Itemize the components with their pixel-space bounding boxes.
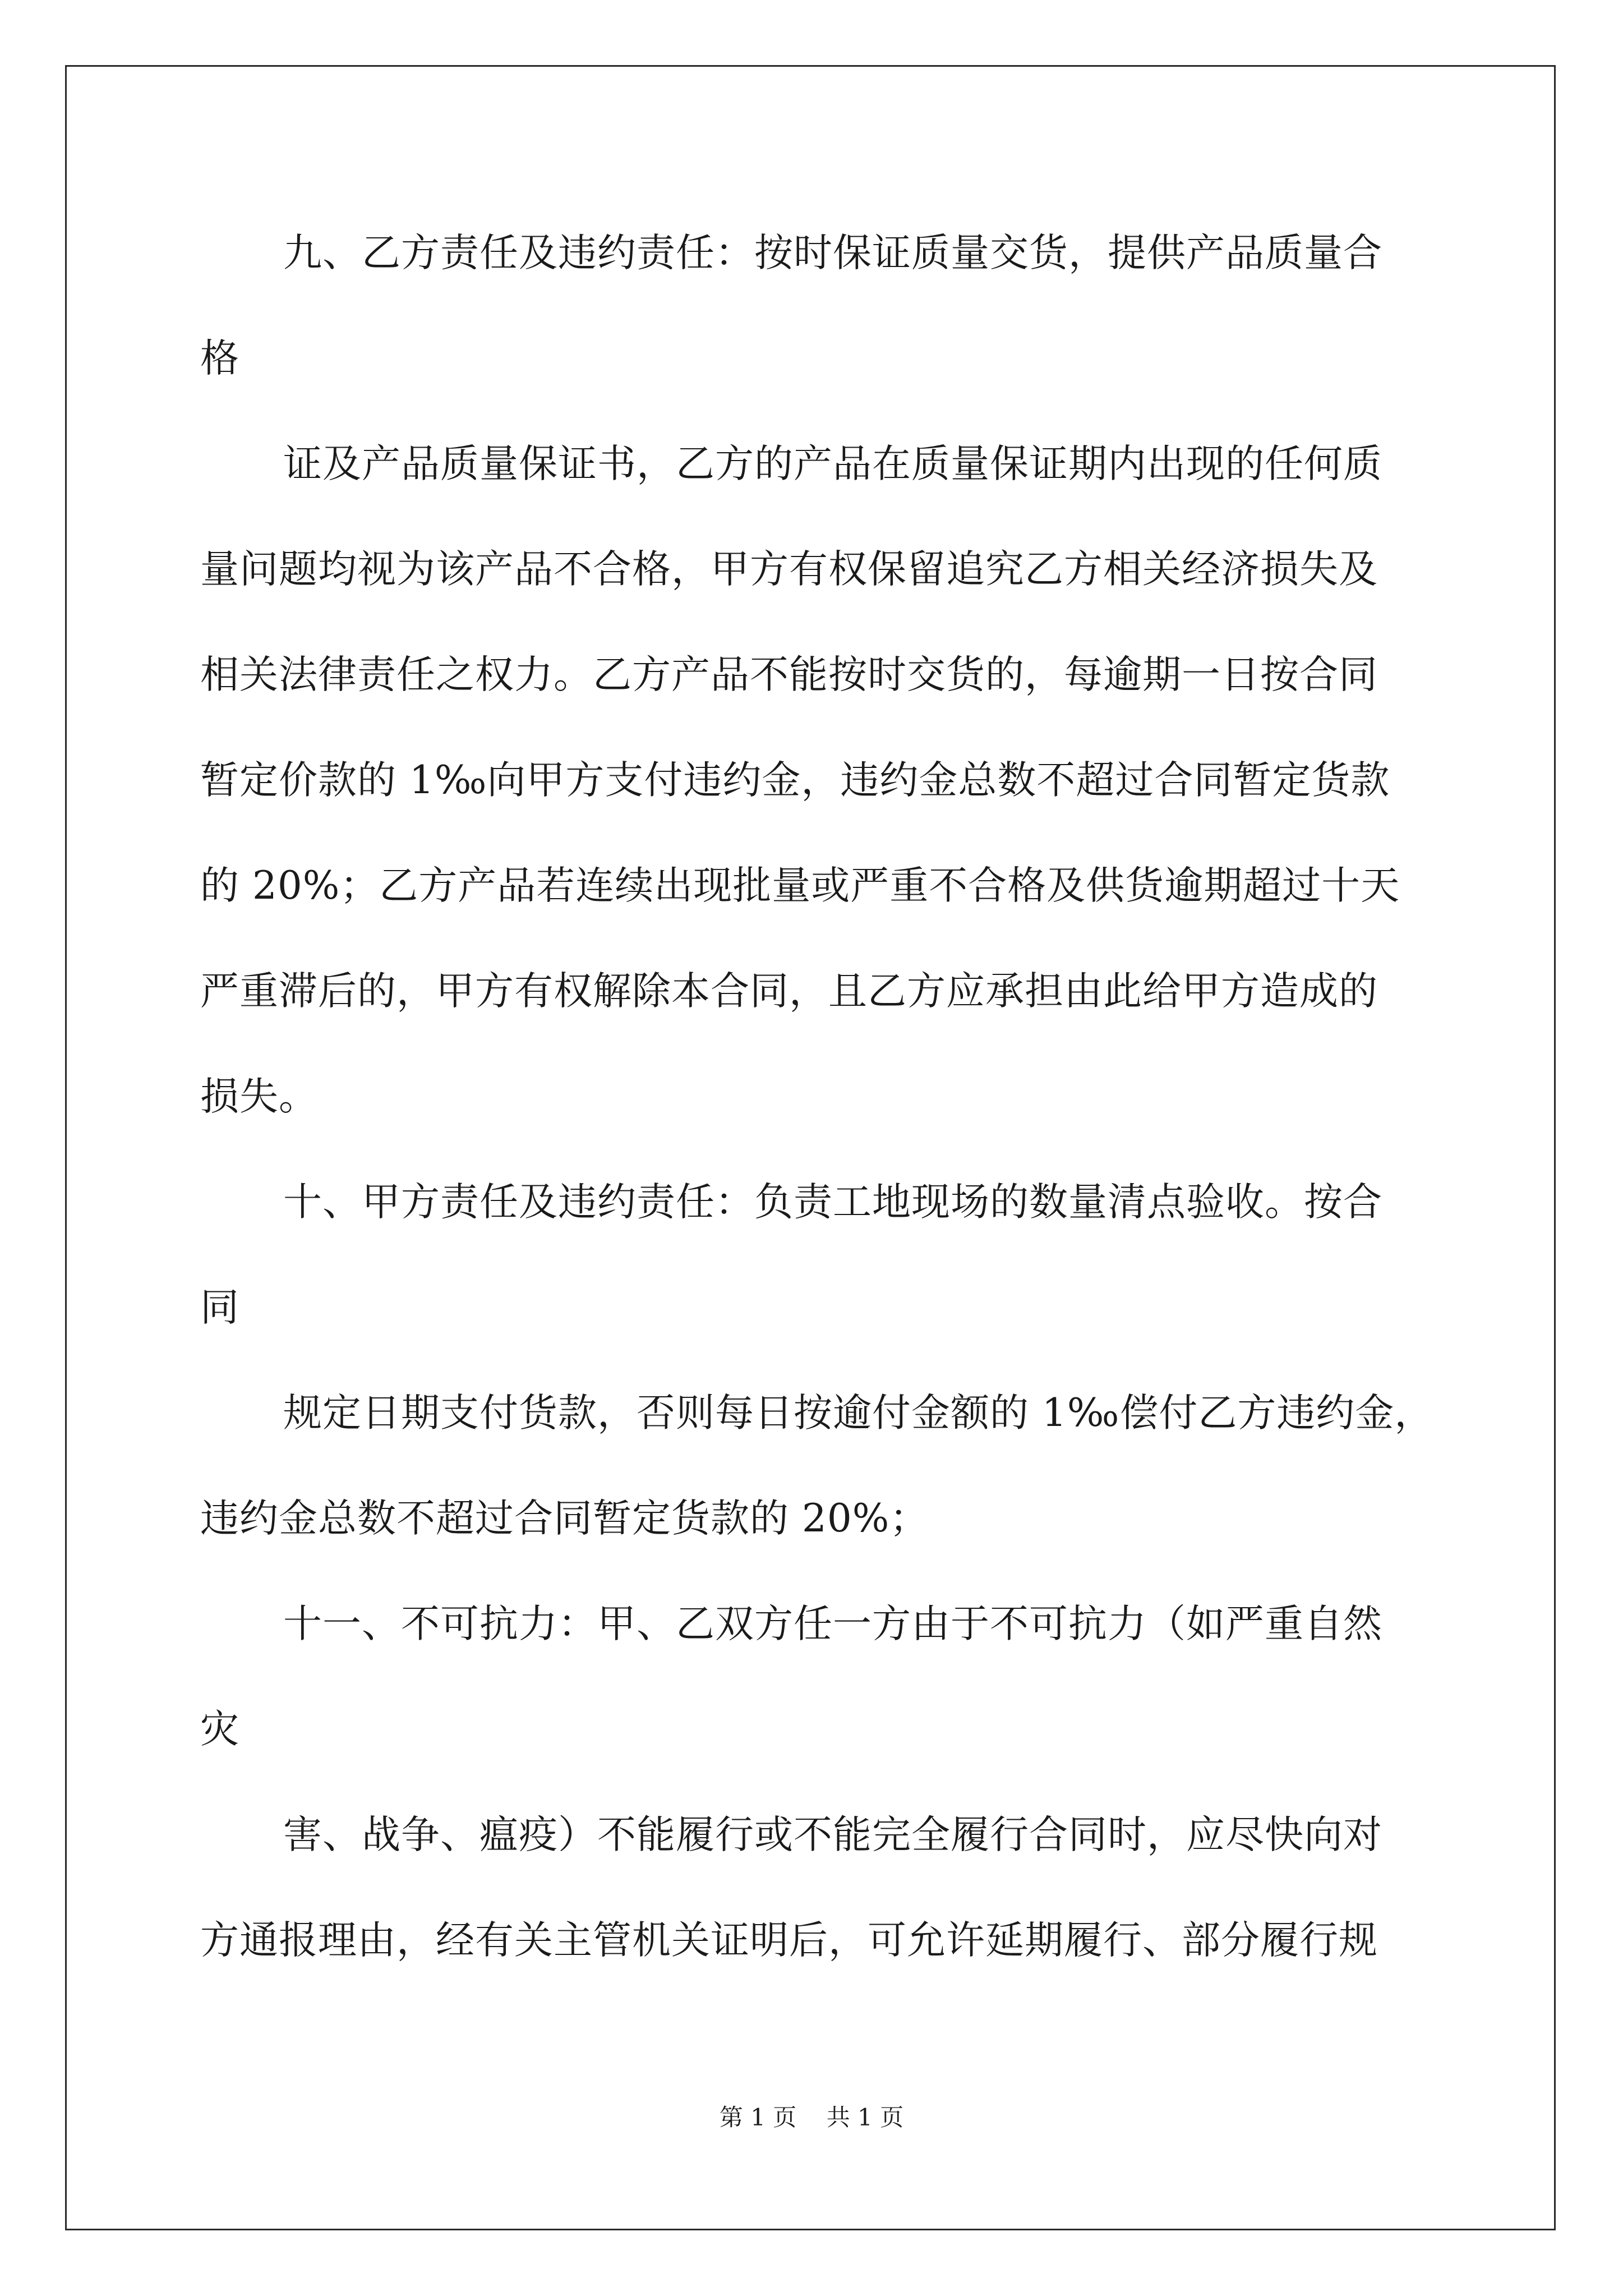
text-line: 的 20%；乙方产品若连续出现批量或严重不合格及供货逾期超过十天 bbox=[200, 863, 1400, 908]
page-footer: 第 1 页 共 1 页 bbox=[719, 2104, 904, 2131]
text-line: 九、乙方责任及违约责任：按时保证质量交货，提供产品质量合 bbox=[283, 231, 1382, 275]
text-line: 暂定价款的 1‰向甲方支付违约金，违约金总数不超过合同暂定货款 bbox=[200, 758, 1390, 803]
text-line: 证及产品质量保证书，乙方的产品在质量保证期内出现的任何质 bbox=[283, 441, 1382, 486]
text-line: 灾 bbox=[200, 1707, 239, 1752]
text-line: 严重滞后的，甲方有权解除本合同，且乙方应承担由此给甲方造成的 bbox=[200, 969, 1378, 1014]
text-line: 十一、不可抗力：甲、乙双方任一方由于不可抗力（如严重自然 bbox=[283, 1602, 1382, 1646]
text-line: 违约金总数不超过合同暂定货款的 20%； bbox=[200, 1496, 929, 1541]
text-line: 十、甲方责任及违约责任：负责工地现场的数量清点验收。按合 bbox=[283, 1180, 1382, 1225]
text-line: 格 bbox=[200, 336, 239, 381]
text-line: 规定日期支付货款，否则每日按逾付金额的 1‰偿付乙方违约金， bbox=[283, 1391, 1434, 1435]
text-line: 相关法律责任之权力。乙方产品不能按时交货的，每逾期一日按合同 bbox=[200, 652, 1378, 697]
text-line: 同 bbox=[200, 1285, 239, 1330]
text-line: 方通报理由，经有关主管机关证明后，可允许延期履行、部分履行规 bbox=[200, 1918, 1378, 1963]
document-body bbox=[200, 200, 1434, 1993]
text-line: 量问题均视为该产品不合格，甲方有权保留追究乙方相关经济损失及 bbox=[200, 547, 1378, 592]
text-line: 害、战争、瘟疫）不能履行或不能完全履行合同时，应尽快向对 bbox=[283, 1812, 1382, 1857]
text-line: 损失。 bbox=[200, 1074, 318, 1119]
